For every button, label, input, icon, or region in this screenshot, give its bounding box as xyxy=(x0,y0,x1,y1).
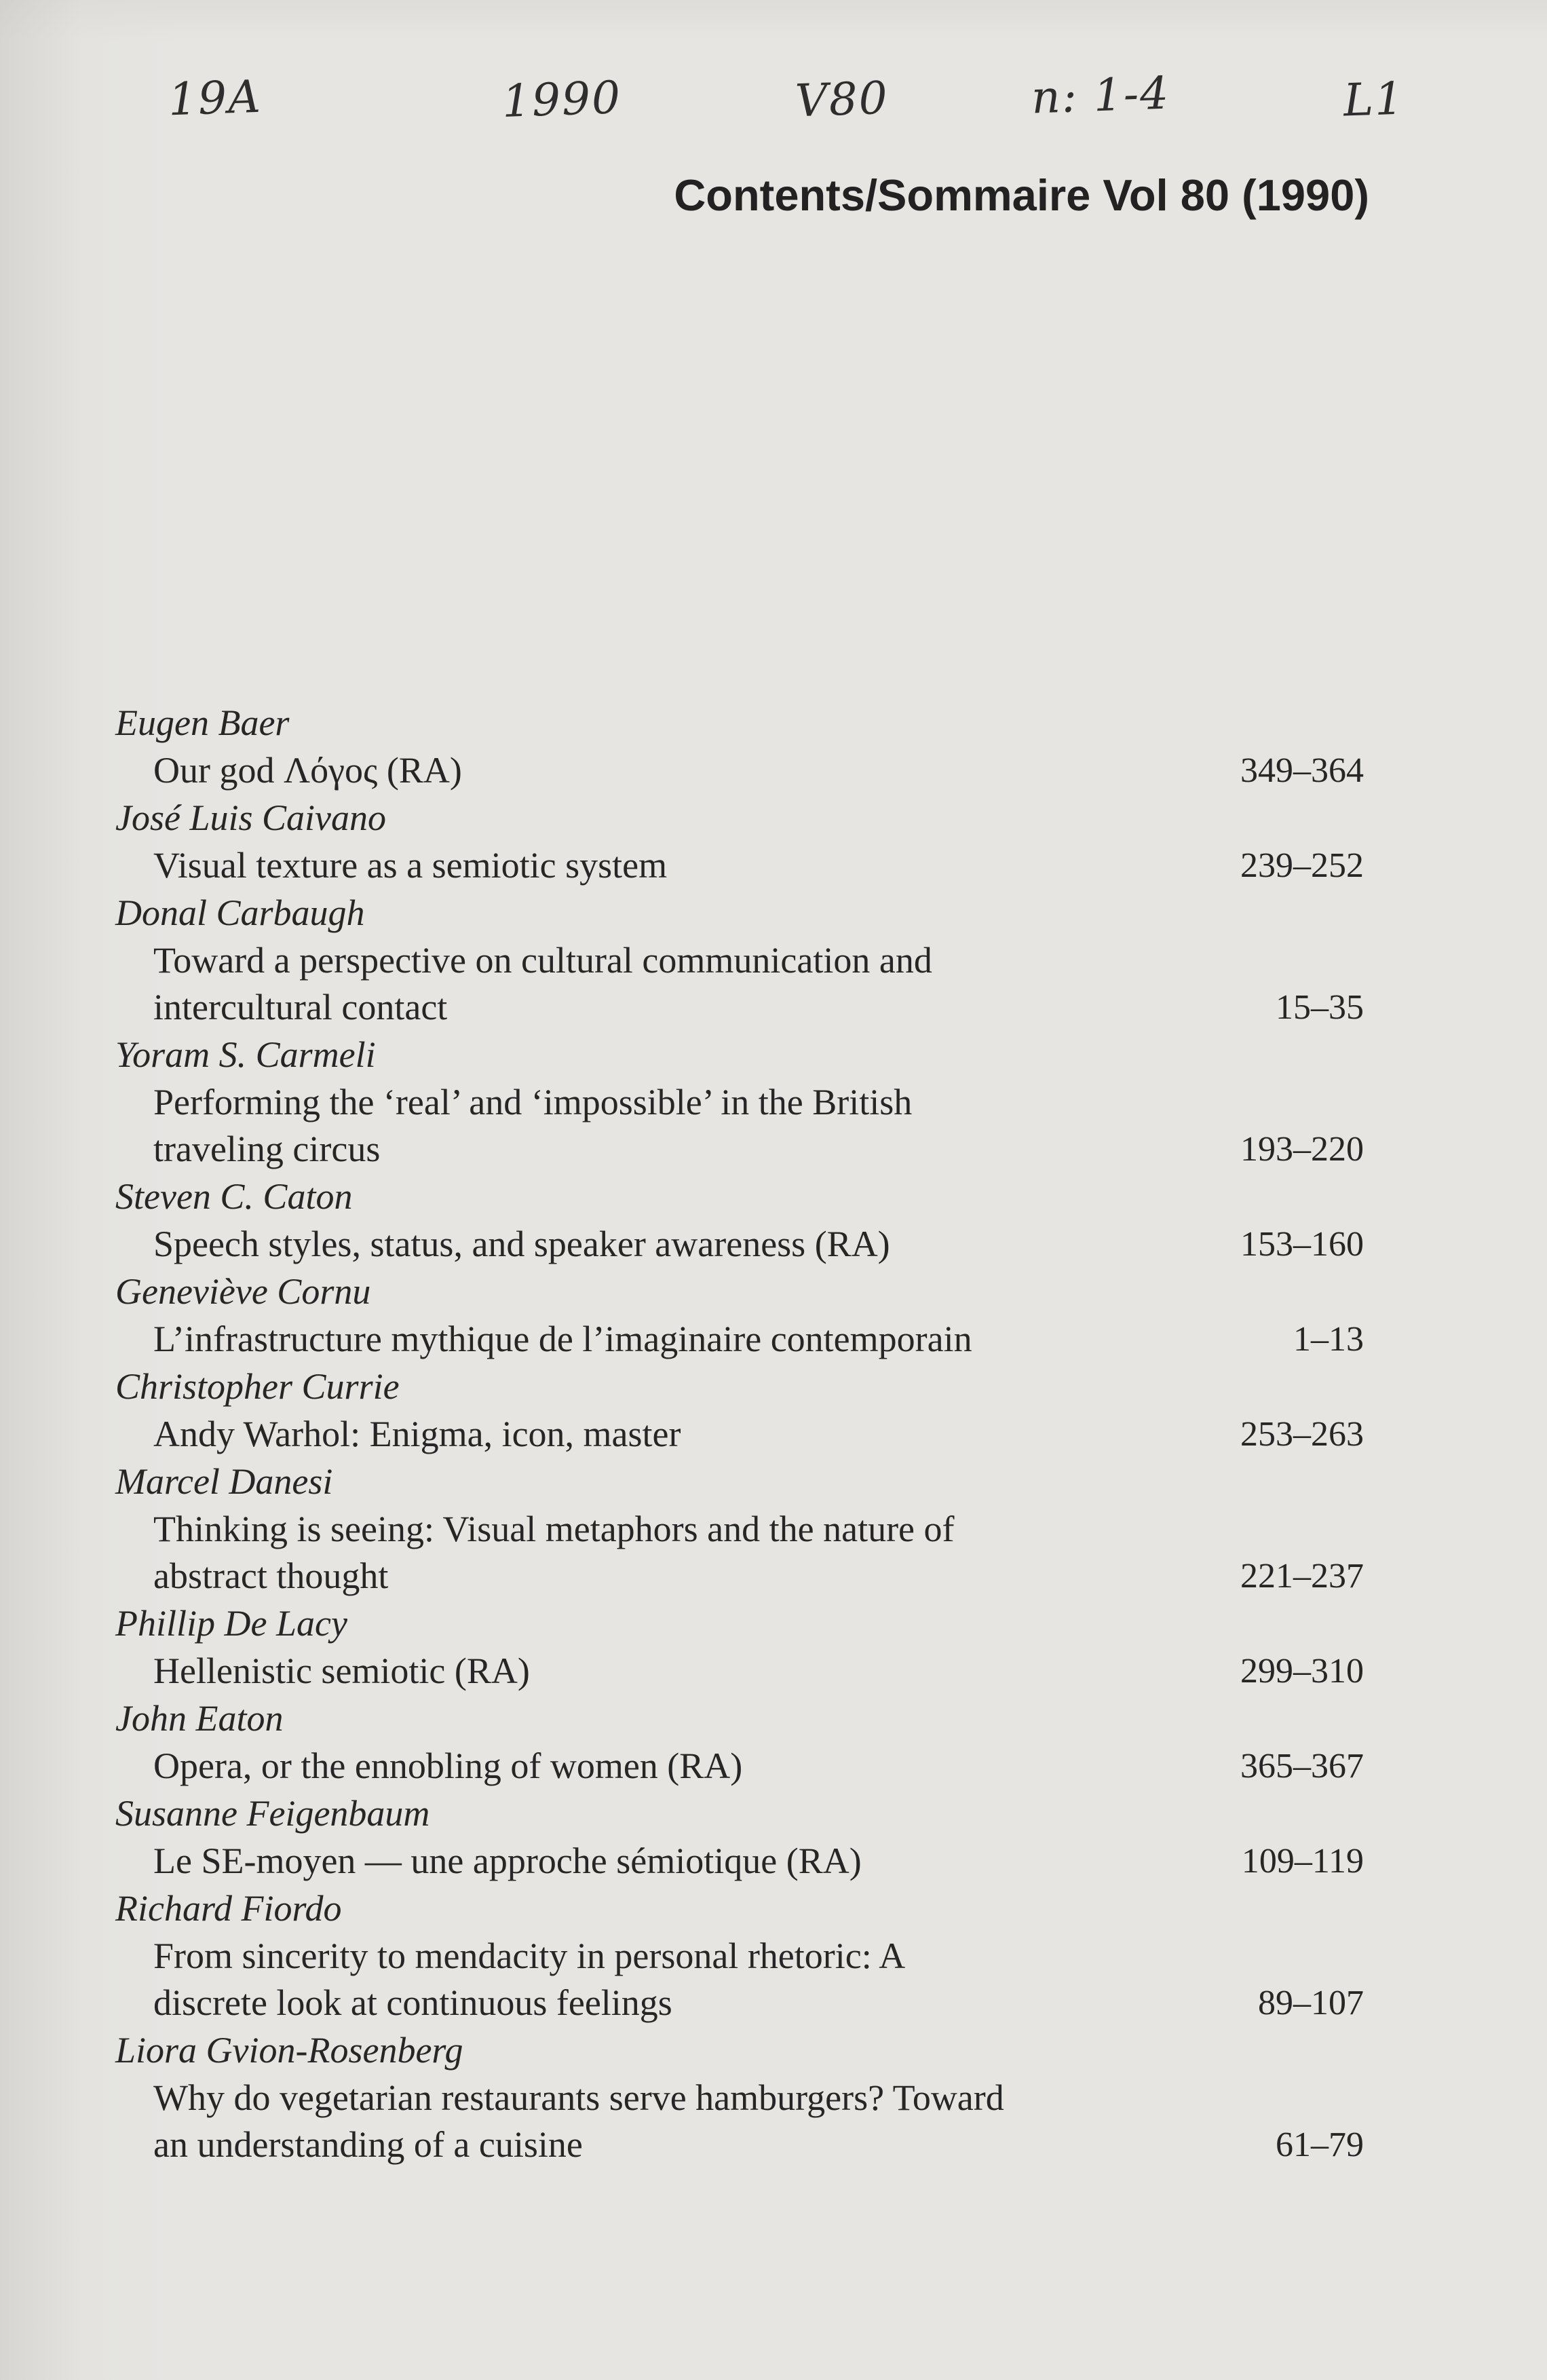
entry-article xyxy=(115,1411,1371,1458)
table-of-contents xyxy=(115,699,1371,2168)
handwritten-note: 19A xyxy=(167,70,263,126)
entry-author: Phillip De Lacy xyxy=(115,1603,347,1644)
entry-title: Le SE-moyen — une approche sémiotique (RA) xyxy=(153,1840,862,1881)
toc-entry xyxy=(115,1363,1371,1458)
entry-article xyxy=(115,1506,1371,1600)
toc-entry xyxy=(115,1790,1371,1885)
entry-title: Performing the ‘real’ and ‘impossible’ in the British traveling circus xyxy=(153,1082,913,1169)
entry-article xyxy=(115,1838,1371,1885)
entry-title: Visual texture as a semiotic system xyxy=(153,845,668,886)
entry-title: Thinking is seeing: Visual metaphors and the nature of abstract thought xyxy=(153,1509,955,1596)
entry-article xyxy=(115,842,1371,889)
entry-pages: 365–367 xyxy=(1240,1747,1364,1786)
toc-entry xyxy=(115,699,1371,794)
entry-title: Why do vegetarian restaurants serve hamburgers? Toward an understanding of a cuisine xyxy=(153,2077,1004,2165)
entry-article xyxy=(115,937,1371,1031)
entry-pages: 89–107 xyxy=(1258,1984,1364,2022)
toc-entry xyxy=(115,2026,1371,2168)
entry-title: Hellenistic semiotic (RA) xyxy=(153,1650,530,1691)
entry-pages: 61–79 xyxy=(1276,2126,1364,2164)
entry-pages: 193–220 xyxy=(1240,1130,1364,1169)
toc-entry xyxy=(115,889,1371,1031)
entry-pages: 239–252 xyxy=(1240,846,1364,885)
entry-pages: 1–13 xyxy=(1293,1320,1364,1359)
entry-article xyxy=(115,2075,1371,2168)
entry-title: Our god Λόγος (RA) xyxy=(153,750,462,791)
entry-author: John Eaton xyxy=(115,1698,284,1739)
entry-pages: 109–119 xyxy=(1241,1842,1364,1881)
entry-author: Marcel Danesi xyxy=(115,1461,333,1502)
entry-author: Richard Fiordo xyxy=(115,1888,342,1929)
entry-author: Donal Carbaugh xyxy=(115,892,365,933)
entry-title: L’infrastructure mythique de l’imaginaire contemporain xyxy=(153,1319,972,1359)
entry-title: Opera, or the ennobling of women (RA) xyxy=(153,1745,743,1786)
entry-author: Geneviève Cornu xyxy=(115,1271,371,1312)
entry-author: Liora Gvion-Rosenberg xyxy=(115,2030,463,2071)
entry-pages: 15–35 xyxy=(1276,988,1364,1027)
toc-entry xyxy=(115,1600,1371,1695)
toc-entry xyxy=(115,1695,1371,1790)
entry-title: Toward a perspective on cultural communication and intercultural contact xyxy=(153,940,932,1027)
entry-author: Christopher Currie xyxy=(115,1366,400,1407)
entry-title: From sincerity to mendacity in personal rhetoric: A discrete look at continuous feelings xyxy=(153,1935,906,2023)
entry-article xyxy=(115,1079,1371,1173)
entry-pages: 221–237 xyxy=(1240,1557,1364,1595)
entry-title: Speech styles, status, and speaker awareness (RA) xyxy=(153,1224,890,1264)
handwritten-note: 1990 xyxy=(501,71,623,128)
entry-pages: 349–364 xyxy=(1240,751,1364,790)
entry-pages: 153–160 xyxy=(1240,1225,1364,1264)
entry-title: Andy Warhol: Enigma, icon, master xyxy=(153,1414,681,1454)
entry-author: Yoram S. Carmeli xyxy=(115,1034,376,1075)
entry-article xyxy=(115,1221,1371,1268)
toc-entry xyxy=(115,794,1371,889)
handwritten-note: n: 1-4 xyxy=(1030,67,1171,124)
handwritten-note: V80 xyxy=(794,71,890,128)
toc-entry xyxy=(115,1268,1371,1363)
entry-author: José Luis Caivano xyxy=(115,797,386,838)
entry-pages: 253–263 xyxy=(1240,1415,1364,1454)
entry-pages: 299–310 xyxy=(1240,1652,1364,1690)
toc-entry xyxy=(115,1031,1371,1173)
toc-entry xyxy=(115,1885,1371,2026)
entry-article xyxy=(115,747,1371,794)
handwritten-note: L1 xyxy=(1342,72,1406,127)
toc-entry xyxy=(115,1173,1371,1268)
toc-entry xyxy=(115,1458,1371,1600)
handwritten-annotation xyxy=(0,65,1547,140)
entry-article xyxy=(115,1316,1371,1363)
entry-author: Steven C. Caton xyxy=(115,1176,353,1217)
entry-author: Eugen Baer xyxy=(115,702,290,743)
entry-author: Susanne Feigenbaum xyxy=(115,1793,430,1834)
entry-article xyxy=(115,1648,1371,1695)
entry-article xyxy=(115,1933,1371,2026)
page-title: Contents/Sommaire Vol 80 (1990) xyxy=(674,170,1369,220)
entry-article xyxy=(115,1743,1371,1790)
